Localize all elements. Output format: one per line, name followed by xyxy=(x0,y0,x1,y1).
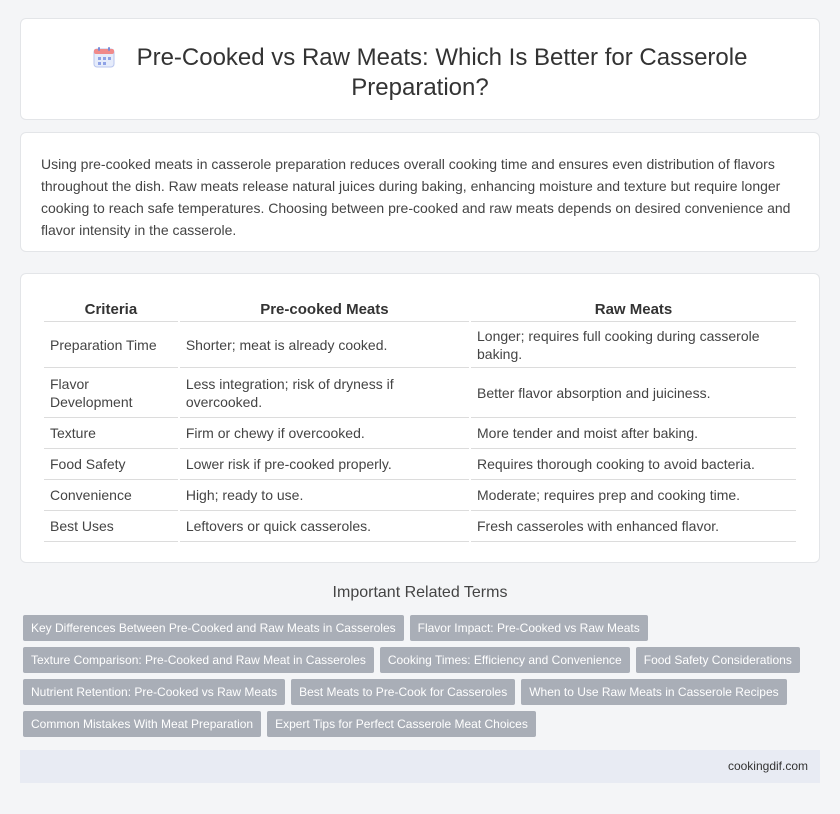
related-tag[interactable]: Food Safety Considerations xyxy=(636,647,800,673)
intro-text: Using pre-cooked meats in casserole preparation reduces overall cooking time and ensures even distribution of flavors throughout the dish. Raw meats release natural juices during baking, enhancing moisture and texture but require longer cooking to reach safe temperatures. Choosing between pre-cooked and raw meats depends on desired convenience and flavor intensity in the casserole. xyxy=(41,156,791,238)
cell-criteria: Food Safety xyxy=(44,449,178,480)
page-title-wrap xyxy=(61,43,779,103)
cell-raw: More tender and moist after baking. xyxy=(471,418,796,449)
intro-card xyxy=(20,132,820,252)
footer-site-link[interactable]: cookingdif.com xyxy=(727,759,808,773)
related-tag[interactable]: Cooking Times: Efficiency and Convenience xyxy=(380,647,630,673)
related-tags xyxy=(23,615,813,737)
comparison-table xyxy=(42,294,798,542)
table-row xyxy=(44,368,796,418)
cell-raw: Requires thorough cooking to avoid bacteria. xyxy=(471,449,796,480)
cell-raw: Longer; requires full cooking during casserole baking. xyxy=(471,322,796,368)
cell-criteria: Best Uses xyxy=(44,511,178,542)
cell-raw: Moderate; requires prep and cooking time. xyxy=(471,480,796,511)
related-tag[interactable]: Expert Tips for Perfect Casserole Meat Choices xyxy=(267,711,536,737)
cell-raw: Fresh casseroles with enhanced flavor. xyxy=(471,511,796,542)
related-terms-title: Important Related Terms xyxy=(332,584,508,601)
footer xyxy=(20,750,820,783)
related-tag[interactable]: Nutrient Retention: Pre-Cooked vs Raw Meats xyxy=(23,679,285,705)
related-tag[interactable]: Flavor Impact: Pre-Cooked vs Raw Meats xyxy=(410,615,648,641)
cell-raw: Better flavor absorption and juiciness. xyxy=(471,368,796,418)
table-header-row xyxy=(44,294,796,322)
table-row xyxy=(44,418,796,449)
related-tag[interactable]: When to Use Raw Meats in Casserole Recipes xyxy=(521,679,786,705)
cell-pre-cooked: Shorter; meat is already cooked. xyxy=(180,322,469,368)
header-pre-cooked: Pre-cooked Meats xyxy=(180,294,469,322)
table-row xyxy=(44,322,796,368)
related-tag[interactable]: Common Mistakes With Meat Preparation xyxy=(23,711,261,737)
related-tag[interactable]: Texture Comparison: Pre-Cooked and Raw Meat in Casseroles xyxy=(23,647,374,673)
cell-criteria: Convenience xyxy=(44,480,178,511)
calendar-icon xyxy=(93,46,115,68)
cell-pre-cooked: Leftovers or quick casseroles. xyxy=(180,511,469,542)
header-card xyxy=(20,18,820,120)
table-row xyxy=(44,480,796,511)
header-criteria: Criteria xyxy=(44,294,178,322)
header-raw: Raw Meats xyxy=(471,294,796,322)
cell-pre-cooked: Firm or chewy if overcooked. xyxy=(180,418,469,449)
related-tag[interactable]: Best Meats to Pre-Cook for Casseroles xyxy=(291,679,515,705)
table-row xyxy=(44,511,796,542)
cell-criteria: Preparation Time xyxy=(44,322,178,368)
cell-pre-cooked: High; ready to use. xyxy=(180,480,469,511)
cell-criteria: Texture xyxy=(44,418,178,449)
cell-pre-cooked: Less integration; risk of dryness if overcooked. xyxy=(180,368,469,418)
cell-pre-cooked: Lower risk if pre-cooked properly. xyxy=(180,449,469,480)
comparison-card xyxy=(20,273,820,563)
cell-criteria: Flavor Development xyxy=(44,368,178,418)
page-title: Pre-Cooked vs Raw Meats: Which Is Better for Casserole Preparation? xyxy=(136,44,748,101)
table-row xyxy=(44,449,796,480)
related-tag[interactable]: Key Differences Between Pre-Cooked and Raw Meats in Casseroles xyxy=(23,615,404,641)
